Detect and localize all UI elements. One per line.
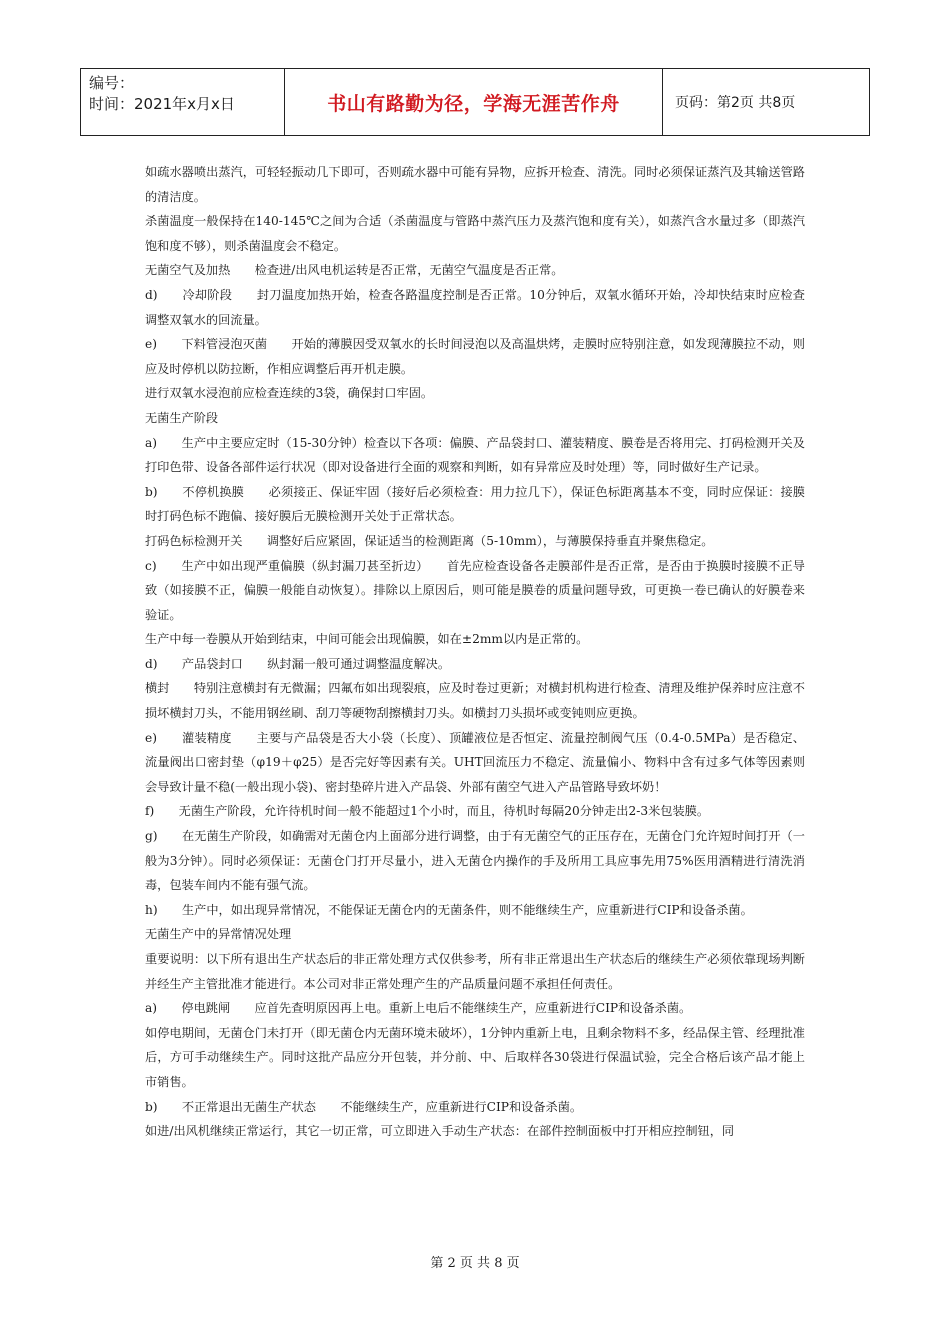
paragraph: a) 生产中主要应定时（15-30分钟）检查以下各项：偏膜、产品袋封口、灌装精度、膜卷是否将用完、打码检测开关及打印色带、设备各部件运行状况（即对设备进行全面的观察和判断，如有异常应及时处理）等，同时做好生产记录。 <box>145 435 805 475</box>
header-meta <box>81 69 285 135</box>
document-body <box>145 160 805 1144</box>
paragraph: b) 不停机换膜 必须接正、保证牢固（接好后必须检查：用力拉几下），保证色标距离基本不变，同时应保证：接膜时打码色标不跑偏、接好膜后无膜检测开关处于正常状态。 <box>145 484 805 524</box>
header-page-info: 页码：第2页 共8页 <box>675 95 796 111</box>
paragraph: a) 停电跳闸 应首先查明原因再上电。重新上电后不能继续生产，应重新进行CIP和设备杀菌。 <box>145 1001 692 1016</box>
paragraph: e) 灌装精度 主要与产品袋是否大小袋（长度）、顶罐液位是否恒定、流量控制阀气压（0.4-0.5MPa）是否稳定、流量阀出口密封垫（φ19＋φ25）是否完好等因素有关。UHT回流压力不稳定、流量偏小、物料中含有过多气体等因素则会导致计量不稳(一般出现小袋)、密封垫碎片进入产品袋、外部有菌空气进入产品管路导致坏奶！ <box>145 730 805 794</box>
paragraph: 重要说明：以下所有退出生产状态后的非正常处理方式仅供参考，所有非正常退出生产状态后的继续生产必须依靠现场判断并经生产主管批准才能进行。本公司对非正常处理产生的产品质量问题不承担任何责任。 <box>145 952 805 991</box>
paragraph: 如停电期间，无菌仓门未打开（即无菌仓内无菌环境未破坏），1分钟内重新上电，且剩余物料不多，经品保主管、经理批准后，方可手动继续生产。同时这批产品应分开包装，并分前、中、后取样各30袋进行保温试验，完全合格后该产品才能上市销售。 <box>145 1025 805 1089</box>
paragraph: d) 产品袋封口 纵封漏一般可通过调整温度解决。 <box>145 656 451 671</box>
paragraph: h) 生产中，如出现异常情况，不能保证无菌仓内的无菌条件，则不能继续生产，应重新进行CIP和设备杀菌。 <box>145 902 753 917</box>
doc-number: 编号： <box>89 74 135 92</box>
section-heading: 无菌生产阶段 <box>145 410 219 425</box>
paragraph: 横封 特别注意横封有无微漏；四氟布如出现裂痕，应及时卷过更新；对横封机构进行检查、清理及维护保养时应注意不损坏横封刀头，不能用钢丝刷、刮刀等硬物刮擦横封刀头。如横封刀头损坏或变钝则应更换。 <box>145 681 805 721</box>
paragraph: 打码色标检测开关 调整好后应紧固，保证适当的检测距离（5-10mm），与薄膜保持垂直并聚焦稳定。 <box>145 533 714 548</box>
paragraph: 进行双氧水浸泡前应检查连续的3袋，确保封口牢固。 <box>145 386 434 401</box>
paragraph: 如进/出风机继续正常运行，其它一切正常，可立即进入手动生产状态：在部件控制面板中打开相应控制钮，同 <box>145 1124 735 1139</box>
header-table <box>80 68 870 136</box>
paragraph: 杀菌温度一般保持在140-145℃之间为合适（杀菌温度与管路中蒸汽压力及蒸汽饱和度有关），如蒸汽含水量过多（即蒸汽饱和度不够），则杀菌温度会不稳定。 <box>145 214 805 253</box>
doc-date: 时间：2021年x月x日 <box>89 95 235 113</box>
paragraph: b) 不正常退出无菌生产状态 不能继续生产，应重新进行CIP和设备杀菌。 <box>145 1099 583 1114</box>
paragraph: f) 无菌生产阶段，允许待机时间一般不能超过1个小时，而且，待机时每隔20分钟走出2-3米包装膜。 <box>145 804 710 819</box>
paragraph: 生产中每一卷膜从开始到结束，中间可能会出现偏膜，如在±2mm以内是正常的。 <box>145 632 589 647</box>
paragraph: g) 在无菌生产阶段，如确需对无菌仓内上面部分进行调整，由于有无菌空气的正压存在，无菌仓门允许短时间打开（一般为3分钟）。同时必须保证：无菌仓门打开尽量小，进入无菌仓内操作的手及所用工具应事先用75%医用酒精进行清洗消毒，包装车间内不能有强气流。 <box>145 829 805 893</box>
paragraph: c) 生产中如出现严重偏膜（纵封漏刀甚至折边） 首先应检查设备各走膜部件是否正常，是否由于换膜时接膜不正导致（如接膜不正，偏膜一般能自动恢复）。排除以上原因后，则可能是膜卷的质量问题导致，可更换一卷已确认的好膜卷来验证。 <box>145 558 805 622</box>
paragraph: d) 冷却阶段 封刀温度加热开始，检查各路温度控制是否正常。10分钟后，双氧水循环开始，冷却快结束时应检查调整双氧水的回流量。 <box>145 287 805 327</box>
paragraph: 如疏水器喷出蒸汽，可轻轻振动几下即可，否则疏水器中可能有异物，应拆开检查、清洗。同时必须保证蒸汽及其输送管路的清洁度。 <box>145 165 805 204</box>
page-footer: 第 2 页 共 8 页 <box>430 1256 520 1271</box>
section-heading: 无菌生产中的异常情况处理 <box>145 927 292 942</box>
header-motto: 书山有路勤为径，学海无涯苦作舟 <box>285 69 663 135</box>
paragraph: e) 下料管浸泡灭菌 开始的薄膜因受双氧水的长时间浸泡以及高温烘烤，走膜时应特别注意，如发现薄膜拉不动，则应及时停机以防拉断，作相应调整后再开机走膜。 <box>145 337 805 376</box>
paragraph: 无菌空气及加热 检查进/出风电机运转是否正常，无菌空气温度是否正常。 <box>145 263 564 278</box>
